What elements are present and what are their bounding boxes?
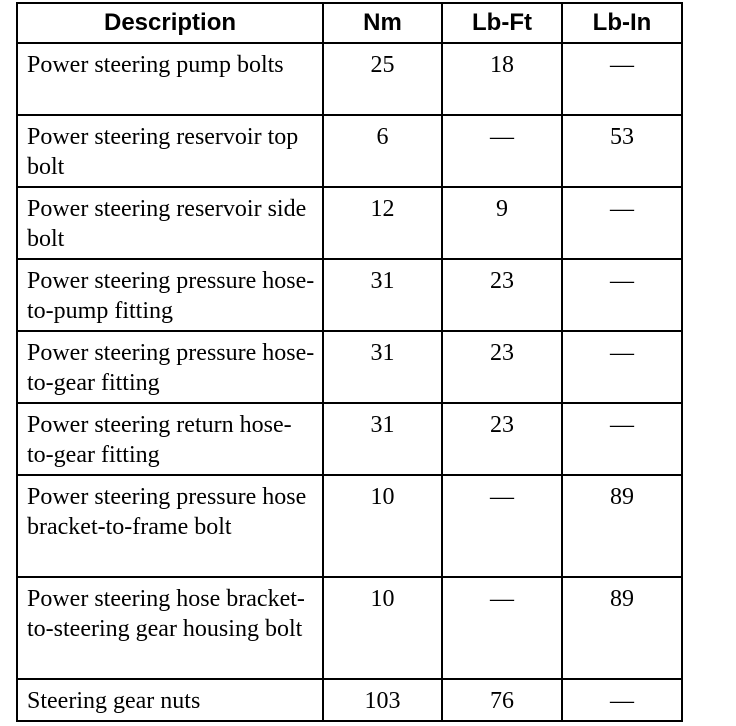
cell-lb-ft: 23 xyxy=(442,403,562,475)
cell-nm: 12 xyxy=(323,187,442,259)
cell-nm: 10 xyxy=(323,577,442,679)
table-row xyxy=(17,577,682,679)
cell-nm: 103 xyxy=(323,679,442,721)
cell-lb-ft: 9 xyxy=(442,187,562,259)
cell-lb-in: — xyxy=(562,259,682,331)
cell-lb-ft: 18 xyxy=(442,43,562,115)
table-row xyxy=(17,331,682,403)
header-row xyxy=(17,3,682,43)
table-row xyxy=(17,259,682,331)
table-row xyxy=(17,43,682,115)
cell-nm: 25 xyxy=(323,43,442,115)
cell-lb-in: — xyxy=(562,403,682,475)
table-row xyxy=(17,679,682,721)
torque-spec-table xyxy=(16,2,683,722)
cell-lb-ft: 23 xyxy=(442,331,562,403)
cell-lb-ft: 23 xyxy=(442,259,562,331)
header-lb-in: Lb-In xyxy=(562,3,682,43)
cell-description: Power steering return hose-to-gear fitting xyxy=(17,403,323,475)
table-row xyxy=(17,475,682,577)
cell-nm: 6 xyxy=(323,115,442,187)
cell-nm: 10 xyxy=(323,475,442,577)
cell-description: Power steering pressure hose-to-gear fitting xyxy=(17,331,323,403)
cell-nm: 31 xyxy=(323,403,442,475)
header-lb-ft: Lb-Ft xyxy=(442,3,562,43)
header-description: Description xyxy=(17,3,323,43)
table-row xyxy=(17,187,682,259)
cell-lb-ft: 76 xyxy=(442,679,562,721)
cell-lb-ft: — xyxy=(442,115,562,187)
cell-lb-in: 89 xyxy=(562,577,682,679)
cell-description: Power steering hose bracket-to-steering gear housing bolt xyxy=(17,577,323,679)
table-row xyxy=(17,403,682,475)
cell-lb-ft: — xyxy=(442,577,562,679)
cell-lb-in: 89 xyxy=(562,475,682,577)
cell-nm: 31 xyxy=(323,331,442,403)
cell-lb-in: — xyxy=(562,43,682,115)
cell-lb-in: — xyxy=(562,187,682,259)
cell-description: Power steering reservoir side bolt xyxy=(17,187,323,259)
cell-description: Steering gear nuts xyxy=(17,679,323,721)
cell-lb-in: — xyxy=(562,679,682,721)
cell-lb-ft: — xyxy=(442,475,562,577)
cell-description: Power steering reservoir top bolt xyxy=(17,115,323,187)
header-nm: Nm xyxy=(323,3,442,43)
cell-description: Power steering pressure hose-to-pump fitting xyxy=(17,259,323,331)
cell-description: Power steering pressure hose bracket-to-frame bolt xyxy=(17,475,323,577)
table-row xyxy=(17,115,682,187)
cell-description: Power steering pump bolts xyxy=(17,43,323,115)
cell-lb-in: — xyxy=(562,331,682,403)
cell-nm: 31 xyxy=(323,259,442,331)
cell-lb-in: 53 xyxy=(562,115,682,187)
